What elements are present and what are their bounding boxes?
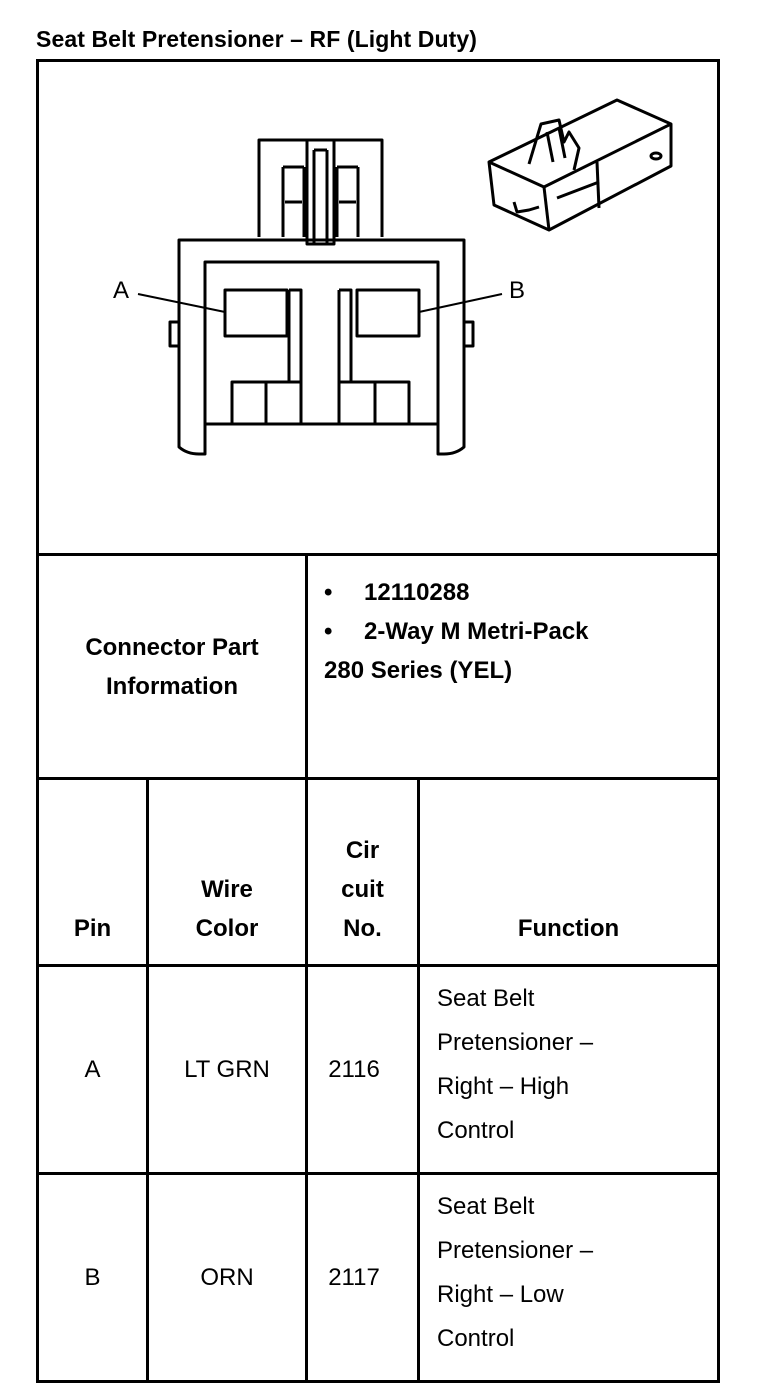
row-a-circuit: 2116 (328, 1055, 380, 1083)
pin-label-b: B (509, 277, 526, 304)
connector-description-line1: 2-Way M Metri-Pack (364, 618, 589, 645)
part-number: 12110288 (364, 579, 470, 606)
part-number-row (324, 573, 717, 612)
description-row (324, 612, 717, 651)
connector-info-value (308, 556, 717, 777)
header-pin: Pin (73, 915, 112, 942)
row-b-wire-color: ORN (200, 1263, 254, 1291)
row-b-pin: B (84, 1263, 101, 1291)
row-a-wire-color: LT GRN (184, 1055, 270, 1083)
connector-description-line2: 280 Series (YEL) (324, 657, 513, 684)
pin-label-a: A (113, 277, 130, 304)
bullet-icon: • (324, 579, 333, 606)
bullet-icon: • (324, 618, 333, 645)
row-a-pin: A (84, 1055, 101, 1083)
connector-info-label-line2: Information (105, 672, 238, 700)
row-b-circuit: 2117 (328, 1263, 380, 1291)
connector-info-label (39, 556, 305, 777)
connector-info-label-line1: Connector Part (85, 633, 259, 661)
header-wire-color: Wire Color (195, 876, 259, 942)
header-function: Function (517, 915, 620, 942)
header-circuit-number: Cir cuit No. (341, 837, 384, 942)
connector-diagram (39, 62, 717, 553)
row-b-function: Seat Belt Pretensioner – Right – Low Control (437, 1193, 594, 1352)
row-a-function: Seat Belt Pretensioner – Right – High Control (437, 985, 594, 1144)
page-title: Seat Belt Pretensioner – RF (Light Duty) (36, 26, 478, 52)
